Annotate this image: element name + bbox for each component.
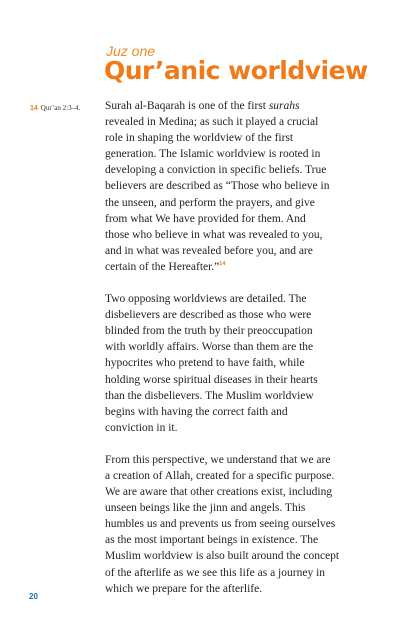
text-line: humbles us and prevents us from seeing ourselves [105,518,336,531]
text-line: of the afterlife as we see this life as a journey in [105,566,326,579]
text-line: role in shaping the worldview of the first [105,132,294,145]
text-line: certain of the Hereafter.”$^{14}$ [105,260,226,273]
text-line: than the disbelievers. The Muslim worldview [105,389,314,402]
text-line: conviction in it. [105,421,178,434]
text-line: Surah al-Baqarah is one of the first surahs [105,100,300,112]
text-line: a creation of Allah, created for a specific purpose. [105,469,335,482]
section-kicker: Juz one [106,43,156,59]
text-line: Two opposing worldviews are detailed. The [105,293,307,306]
text-line: believers are described as “Those who believe in [105,180,330,193]
text-line: with worldly affairs. Worse than them are the [105,341,314,354]
paragraph-1 [105,98,395,275]
text-line: those who believe in what was revealed to you, [105,228,323,241]
text-line: holding worse spiritual diseases in their hearts [105,373,318,386]
text-line: the unseen, and perform the prayers, and give [105,196,315,209]
text-line: from what We have provided for them. And [105,212,306,225]
footnote [30,103,80,114]
paragraph-2 [105,291,395,436]
italic-term: surahs [268,100,300,112]
paragraph-3 [105,452,395,597]
footnote-number: 14 [30,105,38,112]
text-line: unseen beings like the jinn and angels. This [105,502,306,515]
text-line: disbelievers are described as those who were [105,309,312,322]
footnote-reference: 14 [219,261,226,268]
text-line: Muslim worldview is also built around the concept [105,550,340,563]
text-line: blinded from the truth by their preoccupation [105,325,313,338]
text-line: developing a conviction in specific beliefs. True [105,164,327,177]
text-line: which we prepare for the afterlife. [105,582,263,595]
text-line: revealed in Medina; as such it played a crucial [105,116,319,129]
page-title: Qur’anic worldview [104,56,368,85]
text-line: We are aware that other creations exist, including [105,486,333,499]
page-number: 20 [29,592,38,601]
text-line: as the most important beings in existence. The [105,534,319,547]
body-text [105,98,395,613]
text-line: hypocrites who pretend to have faith, while [105,357,305,370]
text-line: begins with having the correct faith and [105,405,288,418]
text-line: From this perspective, we understand that we are [105,453,331,466]
text-line: generation. The Islamic worldview is rooted in [105,148,321,161]
text-line: and in what was revealed before you, and are [105,244,313,257]
footnote-text: Qur’an 2:3–4. [40,104,81,112]
